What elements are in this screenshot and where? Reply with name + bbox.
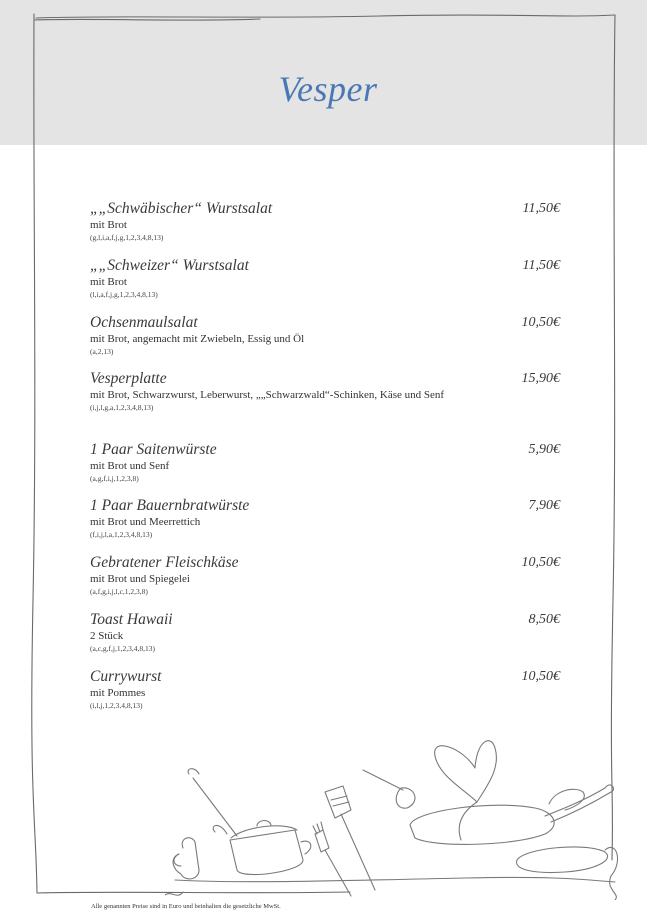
item-allergens: (i,j,l,g,a,1,2,3,4,8,13) [90,403,154,412]
menu-item [90,200,565,243]
item-price: 15,90€ [521,371,560,386]
item-price: 10,50€ [521,315,560,330]
item-description: mit Brot, angemacht mit Zwiebeln, Essig und Öl [90,333,305,345]
item-name: Currywurst [90,668,162,685]
item-name: 1 Paar Saitenwürste [90,441,217,458]
item-description: 2 Stück [90,630,124,642]
menu-item [90,314,565,357]
item-name: Ochsenmaulsalat [90,314,198,331]
item-price: 8,50€ [528,612,560,627]
item-price: 11,50€ [522,258,560,273]
item-description: mit Brot, Schwarzwurst, Leberwurst, „„Schwarzwald“-Schinken, Käse und Senf [90,389,445,401]
item-description: mit Brot [90,219,127,231]
item-description: mit Pommes [90,687,146,699]
page-title: Vesper [278,69,378,109]
item-name: Vesperplatte [90,370,167,387]
item-allergens: (a,c,g,f,j,1,2,3,4,8,13) [90,644,155,653]
item-allergens: (a,g,f,i,j,1,2,3,8) [90,474,139,483]
item-allergens: (g,l,i,a,f,j,g,1,2,3,4,8,13) [90,233,164,242]
menu-item [90,370,565,413]
menu-item [90,497,565,540]
item-name: „„Schweizer“ Wurstsalat [90,257,249,274]
item-allergens: (a,2,13) [90,347,114,356]
menu-item [90,554,565,597]
item-name: 1 Paar Bauernbratwürste [90,497,250,514]
menu-item [90,611,565,654]
item-description: mit Brot [90,276,127,288]
menu-item [90,441,565,484]
item-price: 7,90€ [528,498,560,513]
kitchen-line-art-icon [165,730,625,900]
item-name: Gebratener Fleischkäse [90,554,239,571]
item-description: mit Brot und Spiegelei [90,573,190,585]
menu-item [90,257,565,300]
item-price: 5,90€ [528,442,560,457]
item-allergens: (l,i,a,f,j,g,1,2,3,4,8,13) [90,290,158,299]
item-name: „„Schwäbischer“ Wurstsalat [90,200,273,217]
item-allergens: (f,i,j,l,a,1,2,3,4,8,13) [90,530,153,539]
item-price: 10,50€ [521,669,560,684]
item-allergens: (a,f,g,i,j,l,c,1,2,3,8) [90,587,148,596]
item-name: Toast Hawaii [90,611,173,628]
item-allergens: (i,l,j,1,2,3,4,8,13) [90,701,143,710]
menu-item [90,668,565,711]
item-description: mit Brot und Senf [90,460,170,472]
item-price: 10,50€ [521,555,560,570]
footer-note: Alle genannten Preise sind in Euro und beinhalten die gesetzliche MwSt. [91,903,281,910]
item-description: mit Brot und Meerrettich [90,516,201,528]
item-price: 11,50€ [522,201,560,216]
